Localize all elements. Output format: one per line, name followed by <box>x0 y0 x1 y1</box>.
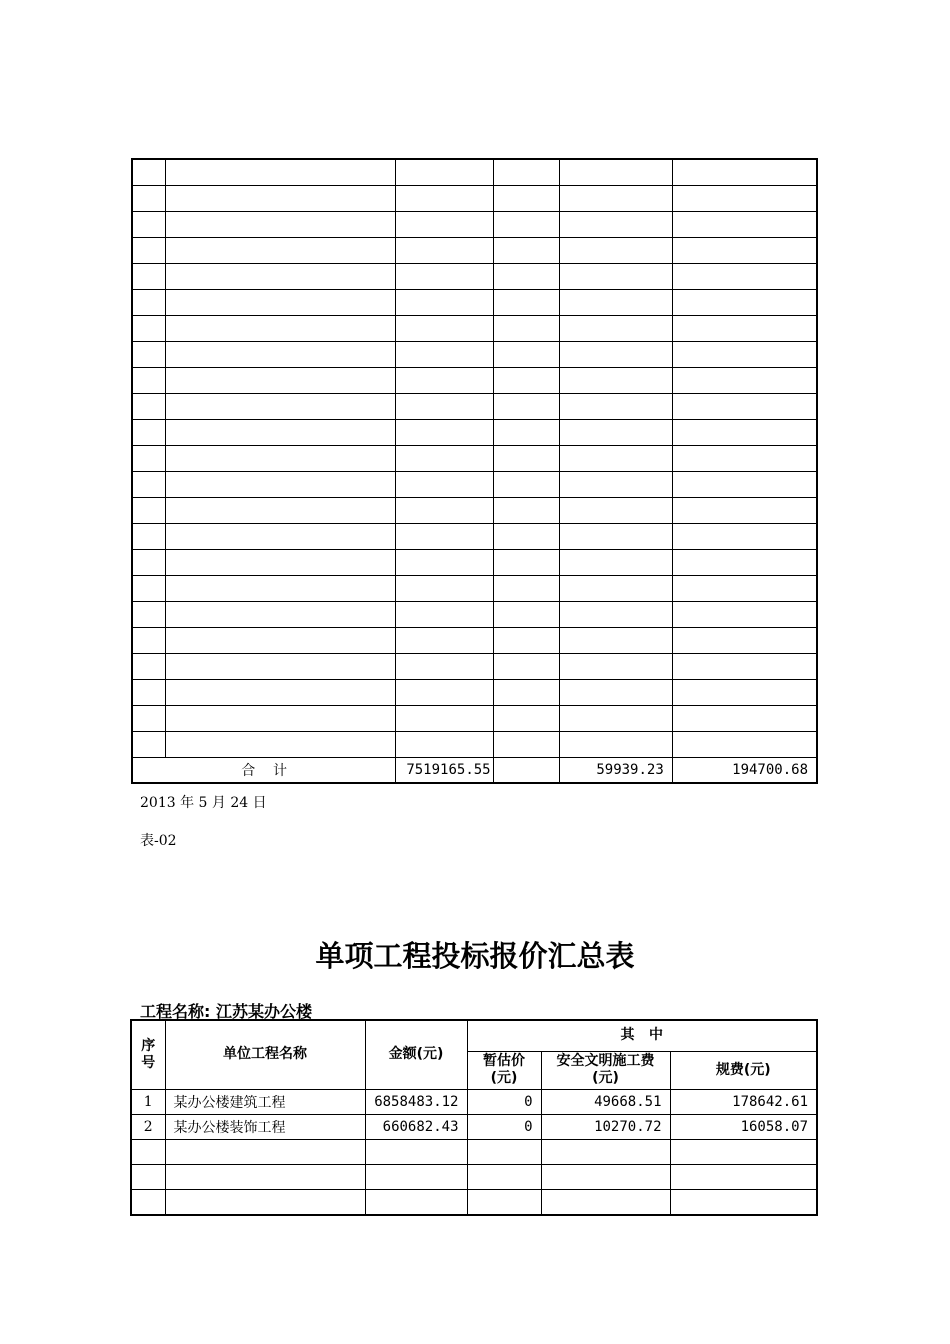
table-cell <box>132 264 166 290</box>
table-cell <box>559 576 672 602</box>
table-cell <box>132 524 166 550</box>
table-row <box>132 159 817 186</box>
header-unit-name: 单位工程名称 <box>165 1020 365 1089</box>
table-cell <box>559 159 672 186</box>
table-cell <box>396 238 494 264</box>
table-cell <box>494 498 560 524</box>
table-cell <box>132 472 166 498</box>
table-cell <box>132 732 166 758</box>
table-cell <box>559 628 672 654</box>
header-regulatory-fee: 规费(元) <box>670 1051 817 1089</box>
table-row <box>132 290 817 316</box>
table-cell <box>396 290 494 316</box>
table-cell <box>494 628 560 654</box>
table-cell <box>494 316 560 342</box>
table-cell <box>396 186 494 212</box>
project-name: 工程名称: 江苏某办公楼 <box>140 1002 312 1021</box>
table-cell <box>166 602 396 628</box>
row-seq <box>131 1164 165 1189</box>
table-cell <box>672 420 817 446</box>
table-cell <box>494 576 560 602</box>
table-row <box>132 212 817 238</box>
table-cell <box>494 602 560 628</box>
table-cell <box>166 576 396 602</box>
table-cell <box>396 394 494 420</box>
table-cell <box>672 732 817 758</box>
table-cell <box>494 472 560 498</box>
table-cell <box>396 602 494 628</box>
single-project-quote-table <box>130 1019 818 1216</box>
row-regulatory-fee: 16058.07 <box>670 1114 817 1139</box>
table-cell <box>166 212 396 238</box>
row-safety-fee: 10270.72 <box>541 1114 670 1139</box>
row-provisional <box>467 1164 541 1189</box>
total-safety-fee: 59939.23 <box>559 758 672 784</box>
table-cell <box>132 316 166 342</box>
table-cell <box>672 394 817 420</box>
table-cell <box>132 238 166 264</box>
table-cell <box>494 680 560 706</box>
table-row <box>132 680 817 706</box>
table-cell <box>166 316 396 342</box>
table-cell <box>166 654 396 680</box>
table-cell <box>672 576 817 602</box>
table-row <box>132 472 817 498</box>
table-cell <box>559 602 672 628</box>
table-cell <box>559 342 672 368</box>
table-cell <box>494 159 560 186</box>
row-amount: 6858483.12 <box>365 1089 467 1114</box>
table-row <box>132 602 817 628</box>
table-cell <box>494 394 560 420</box>
table-row <box>132 550 817 576</box>
table-cell <box>672 342 817 368</box>
total-row <box>132 758 817 784</box>
table-row <box>132 368 817 394</box>
table-cell <box>494 550 560 576</box>
table-cell <box>132 706 166 732</box>
table-cell <box>672 159 817 186</box>
table-row <box>132 706 817 732</box>
table-cell <box>132 446 166 472</box>
header-seq: 序号 <box>131 1020 165 1089</box>
table-cell <box>132 654 166 680</box>
table-cell <box>672 290 817 316</box>
quote-table-body <box>131 1089 817 1215</box>
table-cell <box>166 420 396 446</box>
table-row <box>132 186 817 212</box>
table-cell <box>396 368 494 394</box>
row-regulatory-fee <box>670 1139 817 1164</box>
header-row-1 <box>131 1020 817 1051</box>
table-cell <box>494 238 560 264</box>
table-row <box>132 394 817 420</box>
table-cell <box>672 186 817 212</box>
summary-table-continued <box>131 158 818 784</box>
table-cell <box>559 368 672 394</box>
table-cell <box>559 186 672 212</box>
table-cell <box>166 342 396 368</box>
form-code: 表-02 <box>140 833 177 849</box>
table-row <box>132 264 817 290</box>
row-provisional <box>467 1139 541 1164</box>
row-safety-fee <box>541 1189 670 1215</box>
table-cell <box>166 550 396 576</box>
table-row <box>132 576 817 602</box>
table-cell <box>166 524 396 550</box>
table-cell <box>166 732 396 758</box>
table-row <box>132 498 817 524</box>
table-cell <box>166 446 396 472</box>
total-provisional <box>494 758 560 784</box>
table-cell <box>559 654 672 680</box>
total-amount: 7519165.55 <box>396 758 494 784</box>
table-row <box>132 342 817 368</box>
table-cell <box>396 498 494 524</box>
row-seq <box>131 1189 165 1215</box>
table-cell <box>494 186 560 212</box>
summary-table-body <box>132 159 817 758</box>
table-cell <box>494 264 560 290</box>
table-row <box>132 316 817 342</box>
table-cell <box>166 159 396 186</box>
row-unit-name: 某办公楼装饰工程 <box>165 1114 365 1139</box>
table-cell <box>672 550 817 576</box>
table-cell <box>672 238 817 264</box>
table-cell <box>494 420 560 446</box>
table-cell <box>132 212 166 238</box>
table-cell <box>672 498 817 524</box>
table-cell <box>132 290 166 316</box>
table-cell <box>396 732 494 758</box>
row-unit-name <box>165 1139 365 1164</box>
table-cell <box>166 680 396 706</box>
row-regulatory-fee <box>670 1164 817 1189</box>
row-provisional: 0 <box>467 1089 541 1114</box>
table-cell <box>396 654 494 680</box>
table-cell <box>396 706 494 732</box>
table-cell <box>559 420 672 446</box>
table-cell <box>166 186 396 212</box>
table-cell <box>494 732 560 758</box>
table-cell <box>166 368 396 394</box>
total-label: 合 计 <box>132 758 396 784</box>
row-seq <box>131 1139 165 1164</box>
table-cell <box>132 368 166 394</box>
table-row <box>131 1189 817 1215</box>
table-row <box>132 238 817 264</box>
table-cell <box>166 264 396 290</box>
table-cell <box>166 394 396 420</box>
table-cell <box>672 212 817 238</box>
table-cell <box>396 342 494 368</box>
table-cell <box>132 342 166 368</box>
table-cell <box>396 159 494 186</box>
header-of-which: 其 中 <box>467 1020 817 1051</box>
row-safety-fee: 49668.51 <box>541 1089 670 1114</box>
table-cell <box>396 420 494 446</box>
table-cell <box>396 524 494 550</box>
table-cell <box>494 446 560 472</box>
table-cell <box>132 394 166 420</box>
table-cell <box>166 472 396 498</box>
table-cell <box>672 368 817 394</box>
table-cell <box>132 159 166 186</box>
table-cell <box>559 394 672 420</box>
table-cell <box>132 680 166 706</box>
table-cell <box>166 628 396 654</box>
table-cell <box>559 524 672 550</box>
table-cell <box>132 602 166 628</box>
table-cell <box>559 732 672 758</box>
row-seq: 1 <box>131 1089 165 1114</box>
row-provisional <box>467 1189 541 1215</box>
table-row <box>131 1164 817 1189</box>
table-row <box>132 420 817 446</box>
header-amount: 金额(元) <box>365 1020 467 1089</box>
table-cell <box>559 472 672 498</box>
table-row <box>132 732 817 758</box>
total-regulatory-fee: 194700.68 <box>672 758 817 784</box>
table-cell <box>494 654 560 680</box>
table-cell <box>396 264 494 290</box>
table-cell <box>132 550 166 576</box>
table-cell <box>672 680 817 706</box>
row-unit-name <box>165 1189 365 1215</box>
table-cell <box>559 446 672 472</box>
table-cell <box>494 368 560 394</box>
table-cell <box>559 264 672 290</box>
table-cell <box>559 316 672 342</box>
header-safety-fee: 安全文明施工费(元) <box>541 1051 670 1089</box>
row-seq: 2 <box>131 1114 165 1139</box>
table-cell <box>494 524 560 550</box>
row-provisional: 0 <box>467 1114 541 1139</box>
table-cell <box>396 628 494 654</box>
row-amount <box>365 1189 467 1215</box>
table-row <box>132 446 817 472</box>
table-row <box>131 1089 817 1114</box>
table-cell <box>672 446 817 472</box>
table-cell <box>494 342 560 368</box>
table-cell <box>672 472 817 498</box>
row-regulatory-fee <box>670 1189 817 1215</box>
table-cell <box>559 290 672 316</box>
table-cell <box>672 264 817 290</box>
table-cell <box>494 706 560 732</box>
table-cell <box>166 290 396 316</box>
table-cell <box>494 290 560 316</box>
table-cell <box>559 238 672 264</box>
row-unit-name <box>165 1164 365 1189</box>
table-cell <box>396 550 494 576</box>
row-amount <box>365 1164 467 1189</box>
table-cell <box>672 628 817 654</box>
table-row <box>131 1114 817 1139</box>
table-cell <box>166 706 396 732</box>
row-regulatory-fee: 178642.61 <box>670 1089 817 1114</box>
page-title: 单项工程投标报价汇总表 <box>315 939 635 973</box>
header-provisional: 暂估价(元) <box>467 1051 541 1089</box>
row-unit-name: 某办公楼建筑工程 <box>165 1089 365 1114</box>
table-row <box>132 654 817 680</box>
table-cell <box>494 212 560 238</box>
table-cell <box>132 576 166 602</box>
row-amount <box>365 1139 467 1164</box>
table-cell <box>396 576 494 602</box>
table-cell <box>672 654 817 680</box>
table-cell <box>396 472 494 498</box>
table-row <box>132 628 817 654</box>
table-cell <box>132 628 166 654</box>
table-cell <box>132 498 166 524</box>
table-cell <box>672 602 817 628</box>
table-cell <box>559 498 672 524</box>
table-cell <box>132 420 166 446</box>
table-cell <box>166 498 396 524</box>
row-safety-fee <box>541 1139 670 1164</box>
report-date: 2013 年 5 月 24 日 <box>140 795 267 811</box>
table-row <box>131 1139 817 1164</box>
table-cell <box>396 446 494 472</box>
table-cell <box>672 316 817 342</box>
table-cell <box>672 524 817 550</box>
table-row <box>132 524 817 550</box>
table-cell <box>559 680 672 706</box>
table-cell <box>559 706 672 732</box>
table-cell <box>396 212 494 238</box>
table-cell <box>166 238 396 264</box>
row-safety-fee <box>541 1164 670 1189</box>
table-cell <box>396 316 494 342</box>
table-cell <box>396 680 494 706</box>
table-cell <box>559 212 672 238</box>
table-cell <box>559 550 672 576</box>
table-cell <box>672 706 817 732</box>
row-amount: 660682.43 <box>365 1114 467 1139</box>
table-cell <box>132 186 166 212</box>
